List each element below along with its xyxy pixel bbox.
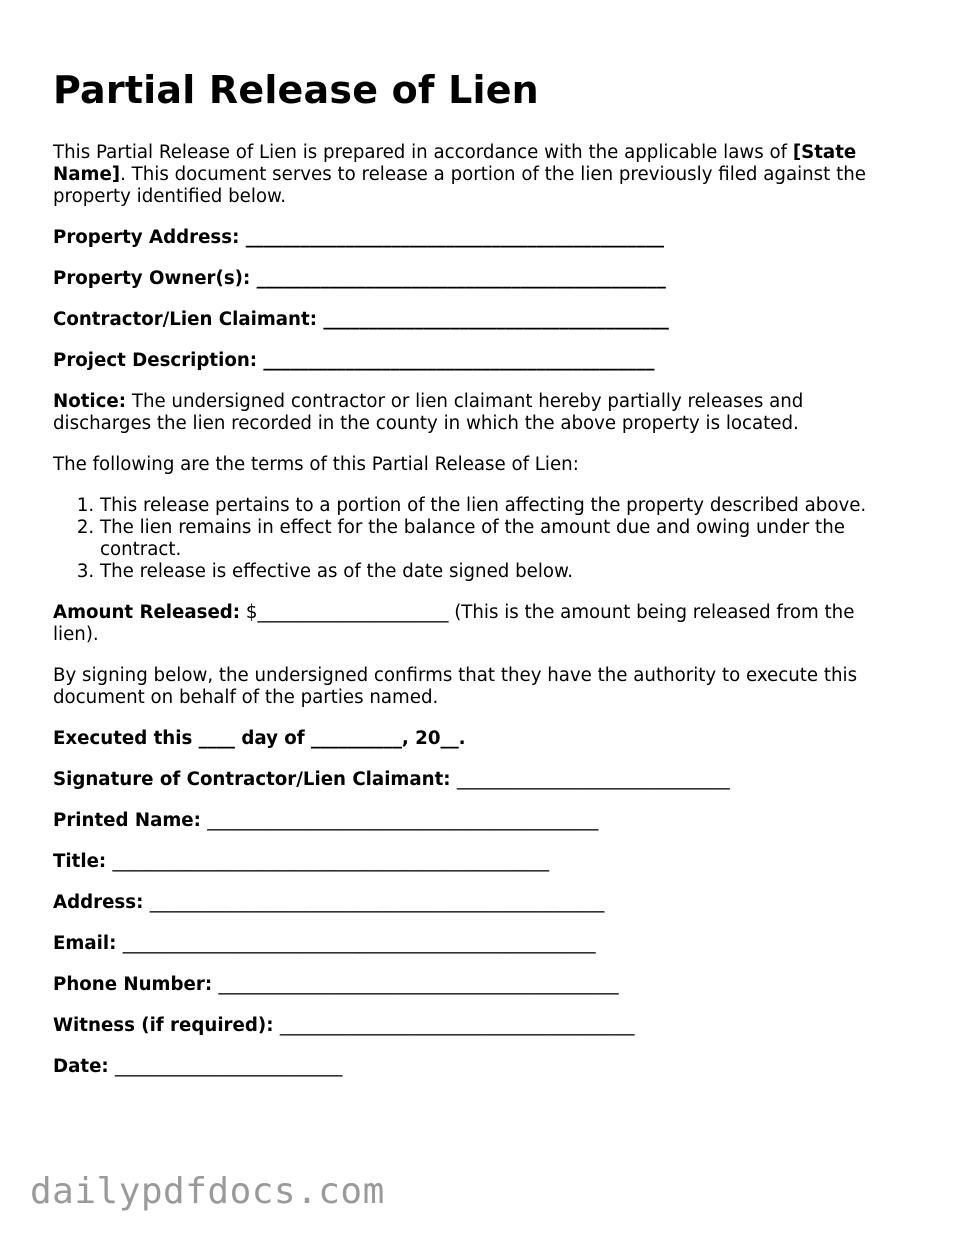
amount-released-label: Amount Released: [53,602,241,623]
signature-blank[interactable]: ______________________________ [456,769,730,790]
contractor-label: Contractor/Lien Claimant: [53,309,317,330]
project-description-field [53,350,903,372]
property-owner-field [53,268,903,290]
watermark: dailypdfdocs.com [30,1171,385,1212]
title-blank[interactable]: ________________________________________________ [112,851,550,872]
date-blank[interactable]: _________________________ [115,1056,343,1077]
address-label: Address: [53,892,144,913]
property-owner-blank[interactable]: _____________________________________________ [256,268,666,289]
date-label: Date: [53,1056,109,1077]
executed-line[interactable]: Executed this ____ day of __________, 20__. [53,728,466,749]
phone-number-blank[interactable]: ____________________________________________ [218,974,619,995]
authority-paragraph: By signing below, the undersigned confirms that they have the authority to execute this document on behalf of the parties named. [53,665,858,708]
intro-paragraph [53,142,903,208]
title-field [53,851,903,873]
intro-text-before: This Partial Release of Lien is prepared in accordance with the applicable laws of [53,142,793,163]
property-owner-label: Property Owner(s): [53,268,251,289]
contractor-field [53,309,903,331]
project-description-label: Project Description: [53,350,258,371]
date-field [53,1056,903,1078]
notice-label: Notice: [53,391,127,412]
phone-number-label: Phone Number: [53,974,213,995]
terms-list-item: 1. This release pertains to a portion of the lien affecting the property described above. [100,495,903,517]
witness-field [53,1015,903,1037]
terms-list-item: 3. The release is effective as of the date signed below. [100,561,903,583]
notice-paragraph [53,391,903,435]
notice-text: The undersigned contractor or lien claimant hereby partially releases and discharges the lien recorded in the county in which the above property is located. [53,391,804,434]
witness-blank[interactable]: _______________________________________ [279,1015,635,1036]
email-blank[interactable]: ____________________________________________________ [122,933,596,954]
title-label: Title: [53,851,107,872]
address-blank[interactable]: __________________________________________________ [149,892,605,913]
property-address-field [53,227,903,249]
contractor-blank[interactable]: ______________________________________ [323,309,669,330]
phone-number-field [53,974,903,996]
terms-list-item: 2. The lien remains in effect for the balance of the amount due and owing under the contract. [100,517,903,561]
terms-list [53,495,903,583]
project-description-blank[interactable]: ___________________________________________ [263,350,655,371]
email-label: Email: [53,933,117,954]
email-field [53,933,903,955]
printed-name-field [53,810,903,832]
intro-text-after: . This document serves to release a portion of the lien previously filed against the property identified below. [53,164,866,207]
signature-field [53,769,903,791]
address-field [53,892,903,914]
witness-label: Witness (if required): [53,1015,274,1036]
signature-label: Signature of Contractor/Lien Claimant: [53,769,451,790]
document-title: Partial Release of Lien [53,68,539,112]
printed-name-blank[interactable]: ___________________________________________ [207,810,599,831]
amount-released-paragraph [53,602,903,646]
amount-released-note: (This is the amount being released from the lien). [53,602,855,645]
state-name-placeholder: [State Name] [53,142,857,185]
terms-intro: The following are the terms of this Partial Release of Lien: [53,454,579,475]
printed-name-label: Printed Name: [53,810,201,831]
amount-released-blank[interactable]: $_____________________ [240,602,449,623]
property-address-blank[interactable]: ______________________________________________ [245,227,664,248]
property-address-label: Property Address: [53,227,240,248]
document-page [53,66,903,1097]
